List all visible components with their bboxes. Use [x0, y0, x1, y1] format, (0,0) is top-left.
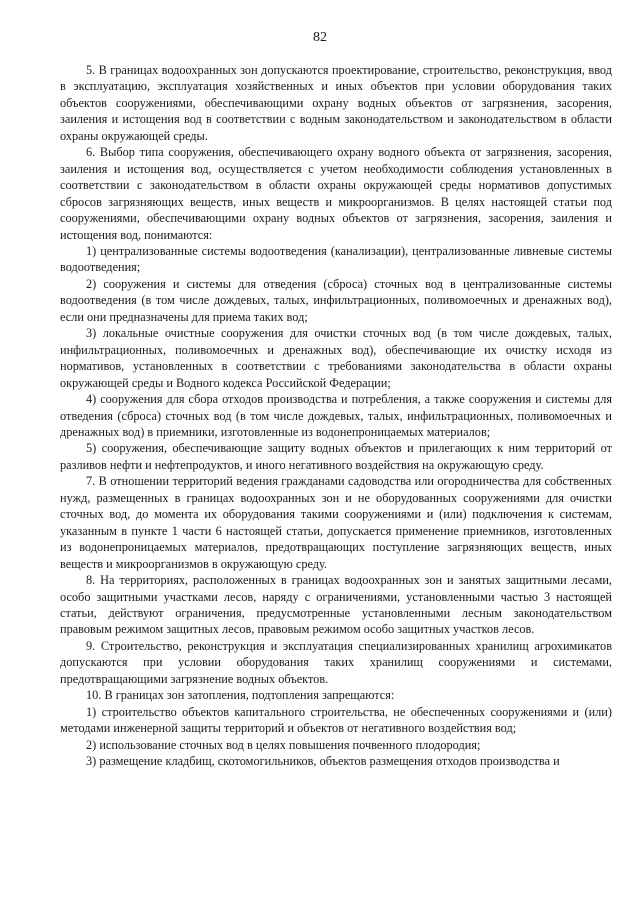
paragraph-6-item-3: 3) локальные очистные сооружения для очистки сточных вод (в том числе дождевых, талых, инфильтрационных, поливомоечных и дренажных вод), обеспечивающие их очистку исходя из нормативов, установленных в соответствии с требованиями законодательства в области охраны окружающей среды и Водного кодекса Российской Федерации;	[60, 326, 612, 390]
paragraph-6-item-5: 5) сооружения, обеспечивающие защиту водных объектов и прилегающих к ним территорий от разливов нефти и нефтепродуктов, и иного негативного воздействия на окружающую среду.	[60, 441, 612, 472]
paragraph-6: 6. Выбор типа сооружения, обеспечивающего охрану водного объекта от загрязнения, засорения, заиления и истощения вод, осуществляется с учетом необходимости соблюдения установленных в соответствии с законодательством в области охраны окружающей среды нормативов допустимых сбросов загрязняющих веществ, иных веществ и микроорганизмов. В целях настоящей статьи под сооружениями, обеспечивающими охрану водных объектов от загрязнения, засорения, заиления и истощения вод, понимаются:	[60, 145, 612, 242]
paragraph-6-item-2: 2) сооружения и системы для отведения (сброса) сточных вод в централизованные системы водоотведения (в том числе дождевых, талых, инфильтрационных, поливомоечных и дренажных вод), если они предназначены для приема таких вод;	[60, 276, 612, 324]
paragraph-10: 10. В границах зон затопления, подтопления запрещаются:	[86, 688, 395, 703]
paragraph-10-item-1: 1) строительство объектов капитального строительства, не обеспеченных сооружениями и (или) методами инженерной защиты территорий и объектов от негативного воздействия вод;	[60, 704, 612, 736]
page-number: 82	[313, 30, 327, 45]
paragraph-7: 7. В отношении территорий ведения гражданами садоводства или огородничества для собственных нужд, размещенных в границах водоохранных зон и не оборудованных сооружениями для очистки сточных вод, до момента их оборудования такими сооружениями и (или) подключения к системам, указанным в пункте 1 части 6 настоящей статьи, допускается применение приемников, изготовленных из водонепроницаемых материалов, предотвращающих поступление загрязняющих веществ, иных веществ и микроорганизмов в окружающую среду.	[60, 474, 612, 571]
paragraph-6-item-4: 4) сооружения для сбора отходов производства и потребления, а также сооружения и системы для отведения (сброса) сточных вод (в том числе дождевых, талых, инфильтрационных, поливомоечных и дренажных вод) в приемники, изготовленные из водонепроницаемых материалов;	[60, 392, 612, 439]
paragraph-10-item-2: 2) использование сточных вод в целях повышения почвенного плодородия;	[86, 737, 481, 752]
paragraph-10-item-3: 3) размещение кладбищ, скотомогильников, объектов размещения отходов производства и	[86, 754, 560, 769]
document-body	[60, 62, 612, 769]
paragraph-8: 8. На территориях, расположенных в границах водоохранных зон и занятых защитными лесами, особо защитными участками лесов, наряду с ограничениями, установленными частью 3 настоящей статьи, действуют ограничения, предусмотренные установленными лесным законодательством правовым режимом защитных лесов, правовым режимом особо защитных участков лесов.	[60, 573, 612, 637]
paragraph-5: 5. В границах водоохранных зон допускаются проектирование, строительство, реконструкция, ввод в эксплуатацию, эксплуатация хозяйственных и иных объектов при условии оборудования таких объектов сооружениями, обеспечивающими охрану водных объектов от загрязнения, засорения, заиления и истощения вод в соответствии с водным законодательством и законодательством в области охраны окружающей среды.	[60, 63, 612, 143]
paragraph-6-item-1: 1) централизованные системы водоотведения (канализации), централизованные ливневые системы водоотведения;	[60, 243, 612, 275]
paragraph-9: 9. Строительство, реконструкция и эксплуатация специализированных хранилищ агрохимикатов допускаются при условии оборудования таких хранилищ сооружениями и системами, предотвращающими загрязнение водных объектов.	[60, 638, 612, 686]
